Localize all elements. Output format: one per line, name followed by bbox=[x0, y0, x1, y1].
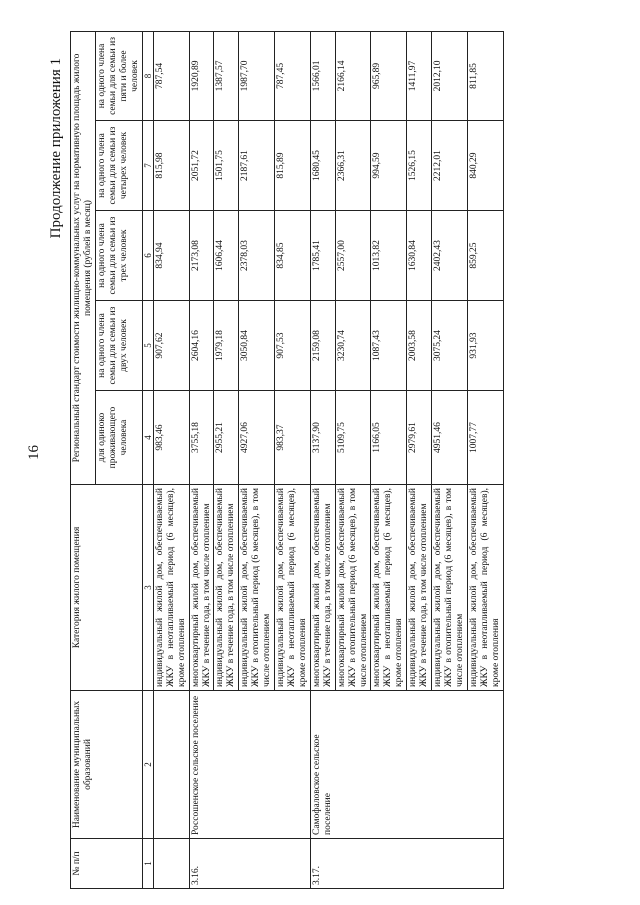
value-two: 931,93 bbox=[467, 301, 503, 391]
housing-category: индивидуальный жилой дом, обеспечиваемый ЖКУ в неотапливаемый период (6 месяцев), кроме отопления bbox=[153, 485, 189, 691]
column-index: 7 bbox=[142, 121, 153, 211]
value-two: 907,62 bbox=[153, 301, 189, 391]
value-single: 5109,75 bbox=[335, 391, 371, 485]
value-four: 815,98 bbox=[153, 121, 189, 211]
header-standard: Региональный стандарт стоимости жилищно-коммунальных услуг на нормативную площадь жилого помещения (рублей в месяц) bbox=[71, 31, 96, 484]
housing-category: индивидуальный жилой дом, обеспечиваемый ЖКУ в течение года, в том числе отоплением bbox=[407, 485, 432, 691]
value-four: 1501,75 bbox=[214, 121, 239, 211]
header-sub-five-plus: на одного члена семьи для семьи из пяти и более человек bbox=[95, 31, 142, 120]
value-four: 2212,01 bbox=[432, 121, 468, 211]
value-three: 859,25 bbox=[467, 211, 503, 301]
value-two: 1087,43 bbox=[371, 301, 407, 391]
housing-category: индивидуальный жилой дом, обеспечиваемый ЖКУ в неотапливаемый период (6 месяцев), кроме отопления bbox=[275, 485, 311, 691]
housing-category: индивидуальный жилой дом, обеспечиваемый ЖКУ в неотапливаемый период (6 месяцев), кроме отопления bbox=[467, 485, 503, 691]
value-two: 1979,18 bbox=[214, 301, 239, 391]
value-two: 2003,58 bbox=[407, 301, 432, 391]
value-two: 3230,74 bbox=[335, 301, 371, 391]
value-three: 2557,00 bbox=[335, 211, 371, 301]
value-five-plus: 1920,89 bbox=[189, 31, 214, 120]
municipality-name: Самофаловское сельское поселение bbox=[310, 691, 503, 839]
row-number: 3.16. bbox=[189, 839, 310, 889]
value-five-plus: 1987,70 bbox=[239, 31, 275, 120]
header-municipality: Наименование муниципальных образований bbox=[71, 691, 143, 839]
housing-category: многоквартирный жилой дом, обеспечиваемый ЖКУ в отопительный период (6 месяцев), в том числе отоплением bbox=[335, 485, 371, 691]
header-sub-two: на одного члена семьи для семьи из двух человек bbox=[95, 301, 142, 391]
tariff-table bbox=[70, 31, 504, 889]
column-index: 1 bbox=[142, 839, 153, 889]
value-three: 834,85 bbox=[275, 211, 311, 301]
value-four: 2187,61 bbox=[239, 121, 275, 211]
row-number: 3.17. bbox=[310, 839, 503, 889]
value-five-plus: 787,54 bbox=[153, 31, 189, 120]
value-three: 1013,82 bbox=[371, 211, 407, 301]
value-four: 2051,72 bbox=[189, 121, 214, 211]
value-five-plus: 811,85 bbox=[467, 31, 503, 120]
value-five-plus: 965,89 bbox=[371, 31, 407, 120]
value-two: 2604,16 bbox=[189, 301, 214, 391]
value-single: 2955,21 bbox=[214, 391, 239, 485]
value-four: 2366,31 bbox=[335, 121, 371, 211]
value-two: 2159,08 bbox=[310, 301, 335, 391]
column-index: 8 bbox=[142, 31, 153, 120]
value-five-plus: 1387,57 bbox=[214, 31, 239, 120]
value-four: 1680,45 bbox=[310, 121, 335, 211]
value-single: 4951,46 bbox=[432, 391, 468, 485]
header-row bbox=[71, 31, 96, 888]
housing-category: индивидуальный жилой дом, обеспечиваемый ЖКУ в течение года, в том числе отоплением bbox=[214, 485, 239, 691]
header-sub-three: на одного члена семьи для семьи из трех человек bbox=[95, 211, 142, 301]
header-category: Категория жилого помещения bbox=[71, 485, 143, 691]
column-index: 3 bbox=[142, 485, 153, 691]
header-sub-four: на одного члена семьи для семьи из четырех человек bbox=[95, 121, 142, 211]
value-three: 2402,43 bbox=[432, 211, 468, 301]
value-single: 3755,18 bbox=[189, 391, 214, 485]
value-single: 3137,90 bbox=[310, 391, 335, 485]
table-row bbox=[189, 31, 214, 888]
value-five-plus: 2012,10 bbox=[432, 31, 468, 120]
table-row bbox=[310, 31, 335, 888]
column-index-row bbox=[142, 31, 153, 888]
value-five-plus: 1566,01 bbox=[310, 31, 335, 120]
value-five-plus: 2166,14 bbox=[335, 31, 371, 120]
value-three: 1785,41 bbox=[310, 211, 335, 301]
row-number bbox=[153, 839, 189, 889]
value-single: 1007,77 bbox=[467, 391, 503, 485]
value-single: 2979,61 bbox=[407, 391, 432, 485]
value-four: 994,59 bbox=[371, 121, 407, 211]
value-single: 983,46 bbox=[153, 391, 189, 485]
value-four: 840,29 bbox=[467, 121, 503, 211]
value-single: 1166,05 bbox=[371, 391, 407, 485]
value-four: 815,89 bbox=[275, 121, 311, 211]
column-index: 2 bbox=[142, 691, 153, 839]
value-two: 3075,24 bbox=[432, 301, 468, 391]
page-number: 16 bbox=[26, 445, 42, 460]
housing-category: индивидуальный жилой дом, обеспечиваемый ЖКУ в отопительный период (6 месяцев), в том числе отоплением bbox=[239, 485, 275, 691]
value-two: 3050,84 bbox=[239, 301, 275, 391]
housing-category: многоквартирный жилой дом, обеспечиваемый ЖКУ в неотапливаемый период (6 месяцев), кроме отопления bbox=[371, 485, 407, 691]
value-three: 1606,44 bbox=[214, 211, 239, 301]
value-five-plus: 1411,97 bbox=[407, 31, 432, 120]
value-single: 4927,06 bbox=[239, 391, 275, 485]
housing-category: многоквартирный жилой дом, обеспечиваемый ЖКУ в течение года, в том числе отоплением bbox=[310, 485, 335, 691]
value-four: 1526,15 bbox=[407, 121, 432, 211]
table-row bbox=[153, 31, 189, 888]
municipality-name bbox=[153, 691, 189, 839]
value-three: 834,94 bbox=[153, 211, 189, 301]
housing-category: многоквартирный жилой дом, обеспечиваемый ЖКУ в течение года, в том числе отоплением bbox=[189, 485, 214, 691]
column-index: 6 bbox=[142, 211, 153, 301]
value-three: 2173,08 bbox=[189, 211, 214, 301]
column-index: 5 bbox=[142, 301, 153, 391]
column-index: 4 bbox=[142, 391, 153, 485]
continuation-note: Продолжение приложения 1 bbox=[48, 58, 64, 239]
value-five-plus: 787,45 bbox=[275, 31, 311, 120]
header-no: № п/п bbox=[71, 839, 143, 889]
value-two: 907,53 bbox=[275, 301, 311, 391]
housing-category: индивидуальный жилой дом, обеспечиваемый ЖКУ в отопительный период (6 месяцев), в том числе отоплением bbox=[432, 485, 468, 691]
value-three: 1630,84 bbox=[407, 211, 432, 301]
municipality-name: Россошенское сельское поселение bbox=[189, 691, 310, 839]
value-single: 983,37 bbox=[275, 391, 311, 485]
value-three: 2378,03 bbox=[239, 211, 275, 301]
header-sub-single: для одиноко проживающего человека bbox=[95, 391, 142, 485]
